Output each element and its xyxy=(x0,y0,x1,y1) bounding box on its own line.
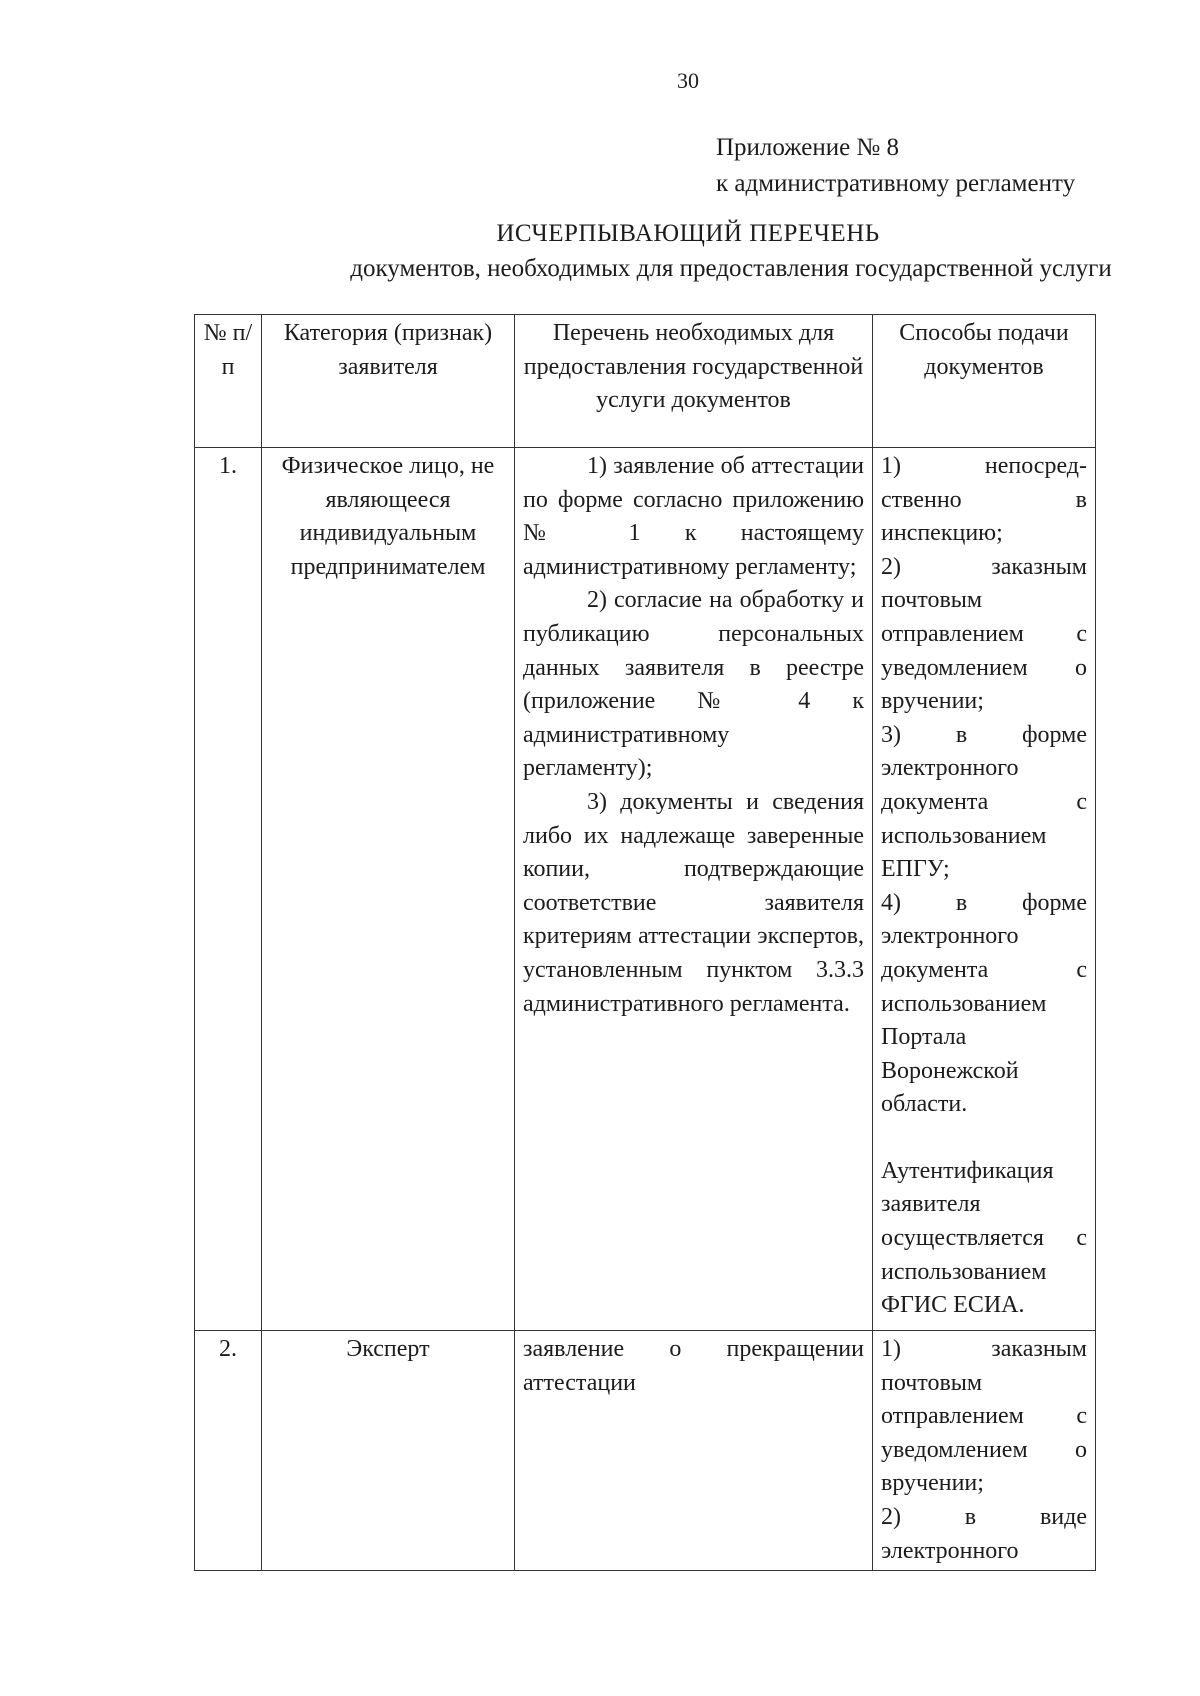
row-number: 2. xyxy=(195,1331,262,1571)
document-title: ИСЧЕРПЫВАЮЩИЙ ПЕРЕЧЕНЬ xyxy=(496,220,880,247)
row-documents xyxy=(515,1331,873,1571)
table-row xyxy=(195,448,1096,1331)
row-methods xyxy=(873,448,1096,1331)
appendix-line-1: Приложение № 8 xyxy=(716,134,900,161)
header-category: Категория (признак) заявителя xyxy=(262,315,515,448)
row-documents xyxy=(515,448,873,1331)
documents-table xyxy=(194,314,1096,1571)
document-item: 1) заявление об аттестации по форме согласно приложению № 1 к настоящему административному регламенту; xyxy=(523,453,864,580)
row-number: 1. xyxy=(195,448,262,1331)
authentication-note: Аутентификация заявителя осуществляется с использованием ФГИС ЕСИА. xyxy=(881,1157,1087,1319)
row-methods xyxy=(873,1331,1096,1571)
row-category: Эксперт xyxy=(262,1331,515,1571)
paragraph-gap xyxy=(881,1122,1087,1155)
page-number: 30 xyxy=(677,68,699,93)
document-item: заявление о прекращении аттестации xyxy=(523,1336,864,1396)
document-item: 2) согласие на обработку и публикацию персональных данных заявителя в реестре (приложение № 4 к административному регламенту); xyxy=(523,587,864,782)
header-documents: Перечень необходимых для предоставления государственной услуги документов xyxy=(515,315,873,448)
appendix-line-2: к административному регламенту xyxy=(716,170,1076,197)
method-item: 2) заказным почтовым отправлением с уведомлением о вручении; xyxy=(881,553,1087,715)
document-subtitle: документов, необходимых для предоставления государственной услуги xyxy=(350,255,1112,282)
method-item: 1) заказным почтовым отправлением с уведомлением о вручении; xyxy=(881,1336,1087,1497)
table-header-row xyxy=(195,315,1096,448)
document-item: 3) документы и сведения либо их надлежаще заверенные копии, подтверждающие соответствие заявителя критериям аттестации экспертов, установленным пунктом 3.3.3 административного регламента. xyxy=(523,788,864,1017)
appendix-reference xyxy=(716,130,1075,202)
method-item: 4) в форме электронного документа с использованием Портала Воронежской области. xyxy=(881,889,1087,1118)
row-category: Физическое лицо, не являющееся индивидуальным предпринимателем xyxy=(262,448,515,1331)
method-item: 2) в виде электронного xyxy=(881,1503,1087,1564)
method-item: 3) в форме электронного документа с использованием ЕПГУ; xyxy=(881,721,1087,883)
header-methods: Способы подачи документов xyxy=(873,315,1096,448)
table-row xyxy=(195,1331,1096,1571)
header-number: № п/п xyxy=(195,315,262,448)
method-item: 1) непосред-ственно в инспекцию; xyxy=(881,453,1087,547)
